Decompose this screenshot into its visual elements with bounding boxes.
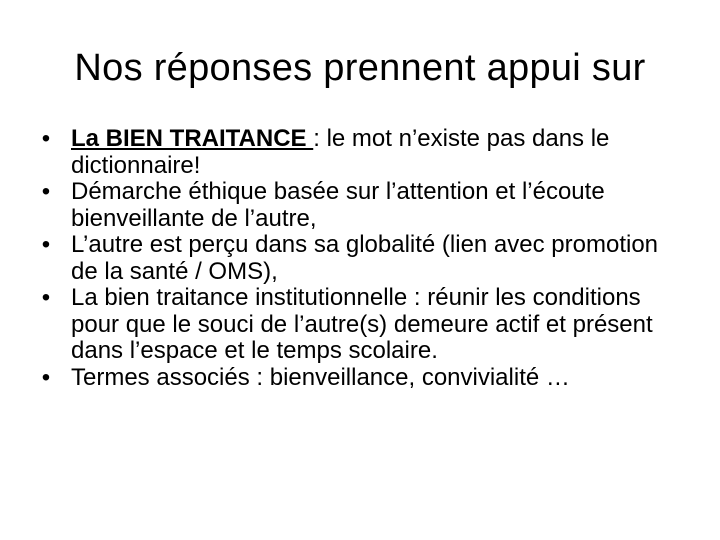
bullet-text: : le mot n’existe pas dans le dictionnaire!: [71, 125, 610, 179]
bullet-list: [36, 126, 686, 391]
bullet-dot-icon: •: [41, 125, 51, 152]
bullet-dot-icon: •: [41, 363, 51, 391]
bullet-dot-icon: •: [41, 231, 51, 258]
bullet-dot-icon: •: [41, 284, 51, 311]
bullet-item: [36, 126, 686, 179]
bullet-text: Termes associés : bienveillance, convivialité …: [71, 363, 570, 391]
slide-title: Nos réponses prennent appui sur: [74, 47, 646, 89]
bullet-item: [36, 365, 686, 392]
bullet-text: Démarche éthique basée sur l’attention et l’écoute bienveillante de l’autre,: [71, 178, 605, 232]
bullet-dot-icon: •: [41, 178, 51, 205]
bullet-item: [36, 285, 686, 365]
bullet-item: [36, 179, 686, 232]
bullet-item: [36, 232, 686, 285]
bullet-text: L’autre est perçu dans sa globalité (lien avec promotion de la santé / OMS),: [71, 231, 659, 285]
bullet-lead-emphasis: La BIEN TRAITANCE: [71, 125, 314, 152]
bullet-text: La bien traitance institutionnelle : réunir les conditions pour que le souci de l’autre(s) demeure actif et présent dans l’espace et le temps scolaire.: [71, 284, 653, 364]
